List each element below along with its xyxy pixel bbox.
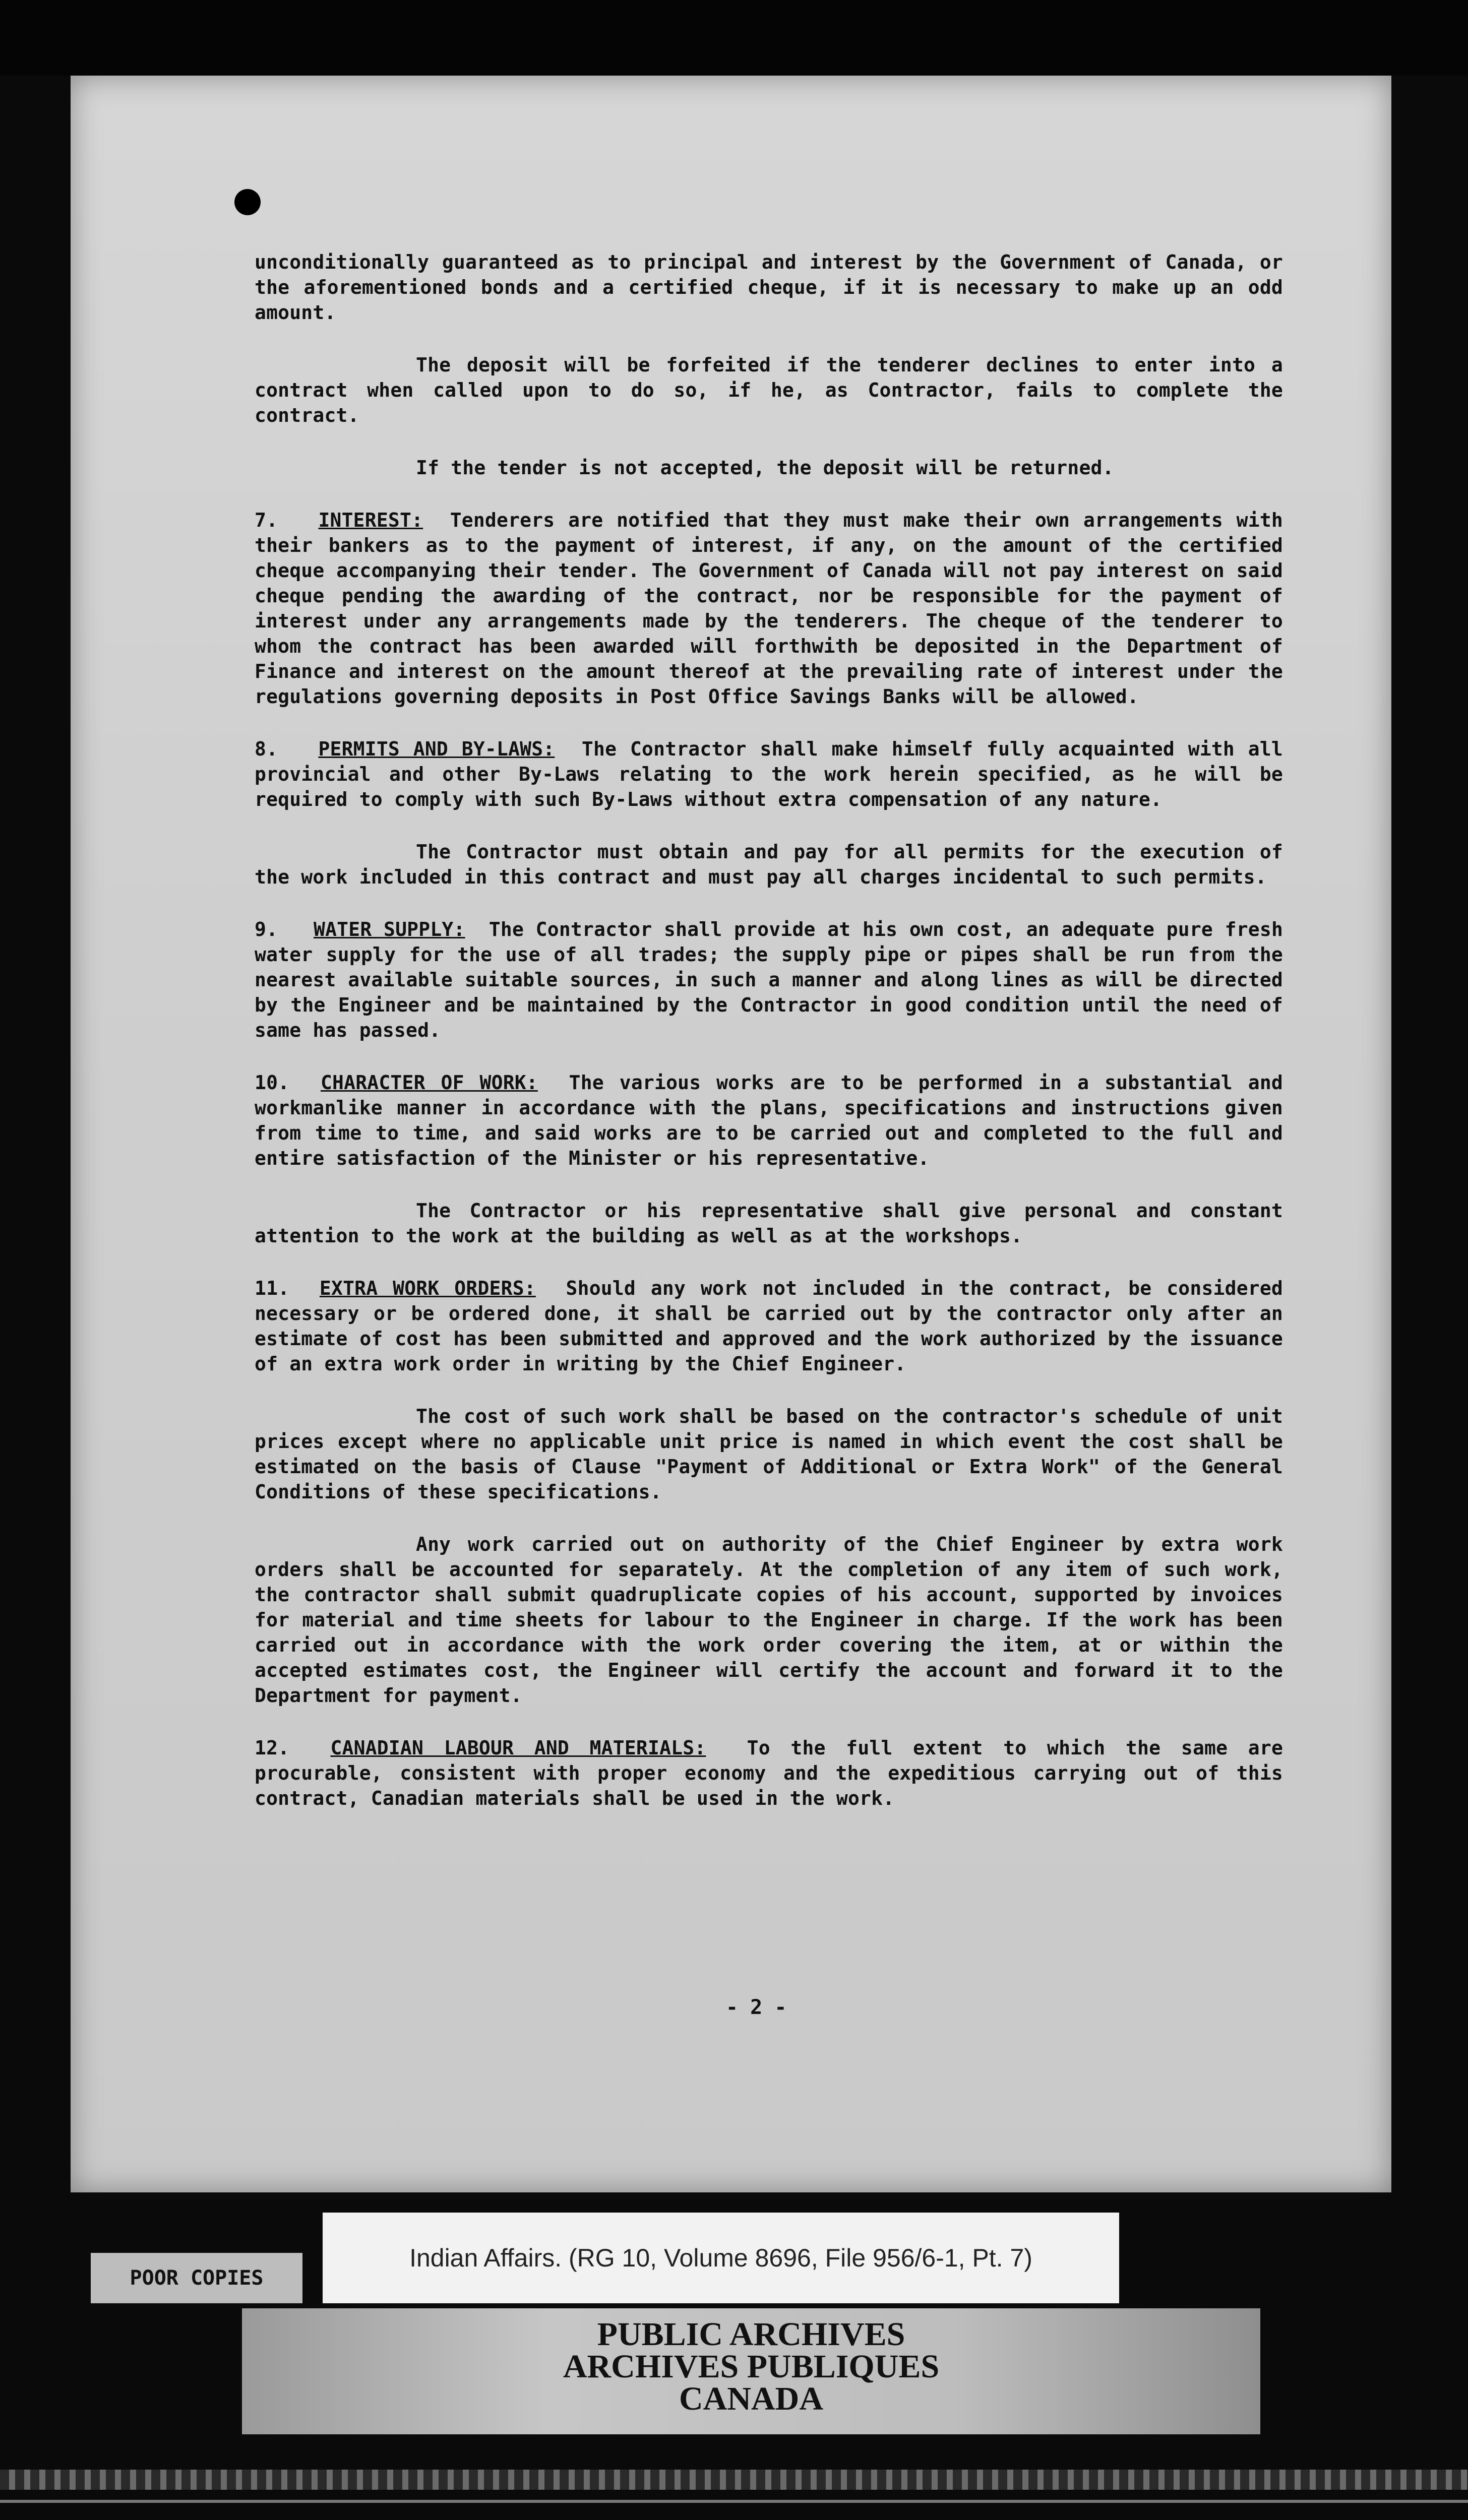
paragraph-deposit-return: If the tender is not accepted, the deposit will be returned. [416, 457, 1114, 479]
paragraph-extra-work-cost: The cost of such work shall be based on the contractor's schedule of unit prices except where no applicable unit price is named in which event the cost shall be estimated on the basis of Clause "Payment of Additional or Extra Work" of the General Conditions of these specifications. [255, 1405, 1283, 1503]
section-number: 9. [255, 918, 278, 940]
section-canadian-labour [255, 1735, 1283, 1811]
paragraph-continuation: unconditionally guaranteed as to principal and interest by the Government of Canada, or the aforementioned bonds and a certified cheque, if it is necessary to make up an odd amount. [255, 251, 1283, 324]
poor-copies-tag: POOR COPIES [91, 2253, 302, 2303]
section-heading: CHARACTER OF WORK: [320, 1072, 538, 1094]
section-extra-work-orders [255, 1276, 1283, 1376]
section-heading: INTEREST: [318, 509, 423, 531]
paragraph-permits-cost: The Contractor must obtain and pay for all permits for the execution of the work included in this contract and must pay all charges incidental to such permits. [255, 841, 1283, 888]
section-interest [255, 508, 1283, 709]
section-number: 7. [255, 509, 278, 531]
section-heading: WATER SUPPLY: [314, 918, 465, 940]
section-water-supply [255, 917, 1283, 1043]
archive-stamp [242, 2308, 1260, 2434]
section-text: The various works are to be performed in a substantial and workmanlike manner in accordance with the plans, specifications and instructions given from time to time, and said works are to be carried out and completed to the full and entire satisfaction of the Minister or his representative. [255, 1072, 1283, 1169]
section-character-of-work [255, 1070, 1283, 1171]
section-number: 11. [255, 1277, 290, 1299]
page-number: - 2 - [726, 1996, 787, 2019]
paragraph-deposit-forfeit: The deposit will be forfeited if the tenderer declines to enter into a contract when called upon to do so, if he, as Contractor, fails to complete the contract. [255, 354, 1283, 426]
stamp-line-1: PUBLIC ARCHIVES [597, 2316, 905, 2353]
section-number: 8. [255, 738, 278, 760]
section-number: 12. [255, 1737, 290, 1759]
archive-reference-text: Indian Affairs. (RG 10, Volume 8696, File 956/6-1, Pt. 7) [409, 2244, 1032, 2272]
film-sprocket-strip [0, 2470, 1468, 2490]
section-text: Tenderers are notified that they must make their own arrangements with their bankers as to the payment of interest, if any, on the amount of the certified cheque accompanying their tender. The Government of Canada will not pay interest on said cheque pending the awarding of the contract, nor be responsible for the payment of interest under any arrangements made by the tenderers. The cheque of the tenderer to whom the contract has been awarded will forthwith be deposited in the Department of Finance and interest on the amount thereof at the prevailing rate of interest under the regulations governing deposits in Post Office Savings Banks will be allowed. [255, 509, 1283, 708]
film-edge-line [0, 2500, 1468, 2503]
archive-stamp-text [242, 2318, 1260, 2415]
paragraph-personal-attention: The Contractor or his representative shall give personal and constant attention to the work at the building as well as at the workshops. [255, 1200, 1283, 1247]
paragraph-extra-work-accounting: Any work carried out on authority of the Chief Engineer by extra work orders shall be accounted for separately. At the completion of any item of such work, the contractor shall submit quadruplicate copies of his account, supported by invoices for material and time sheets for labour to the Engineer in charge. If the work has been carried out in accordance with the work order covering the item, at or within the accepted estimates cost, the Engineer will certify the account and forward it to the Department for payment. [255, 1533, 1283, 1707]
section-heading: PERMITS AND BY-LAWS: [318, 738, 555, 760]
section-heading: EXTRA WORK ORDERS: [319, 1277, 536, 1299]
section-permits [255, 736, 1283, 812]
archive-reference-label [323, 2213, 1119, 2303]
section-text: To the full extent to which the same are procurable, consistent with proper economy and the expeditious carrying out of this contract, Canadian materials shall be used in the work. [255, 1737, 1283, 1809]
punch-hole [234, 189, 261, 215]
section-heading: CANADIAN LABOUR AND MATERIALS: [330, 1737, 706, 1759]
document-body [255, 249, 1283, 1838]
section-number: 10. [255, 1072, 290, 1094]
film-edge-top [0, 0, 1468, 76]
stamp-line-3: CANADA [679, 2380, 823, 2417]
section-text: The Contractor shall provide at his own cost, an adequate pure fresh water supply for the use of all trades; the supply pipe or pipes shall be run from the nearest available suitable sources, in such a manner and along lines as will be directed by the Engineer and be maintained by the Contractor in good condition until the need of same has passed. [255, 918, 1283, 1041]
stamp-line-2: ARCHIVES PUBLIQUES [563, 2348, 940, 2385]
section-text: The Contractor shall make himself fully acquainted with all provincial and other By-Laws relating to the work herein specified, as he will be required to comply with such By-Laws without extra compensation of any nature. [255, 738, 1283, 810]
section-text: Should any work not included in the contract, be considered necessary or be ordered done, it shall be carried out by the contractor only after an estimate of cost has been submitted and approved and the work authorized by the issuance of an extra work order in writing by the Chief Engineer. [255, 1277, 1283, 1375]
